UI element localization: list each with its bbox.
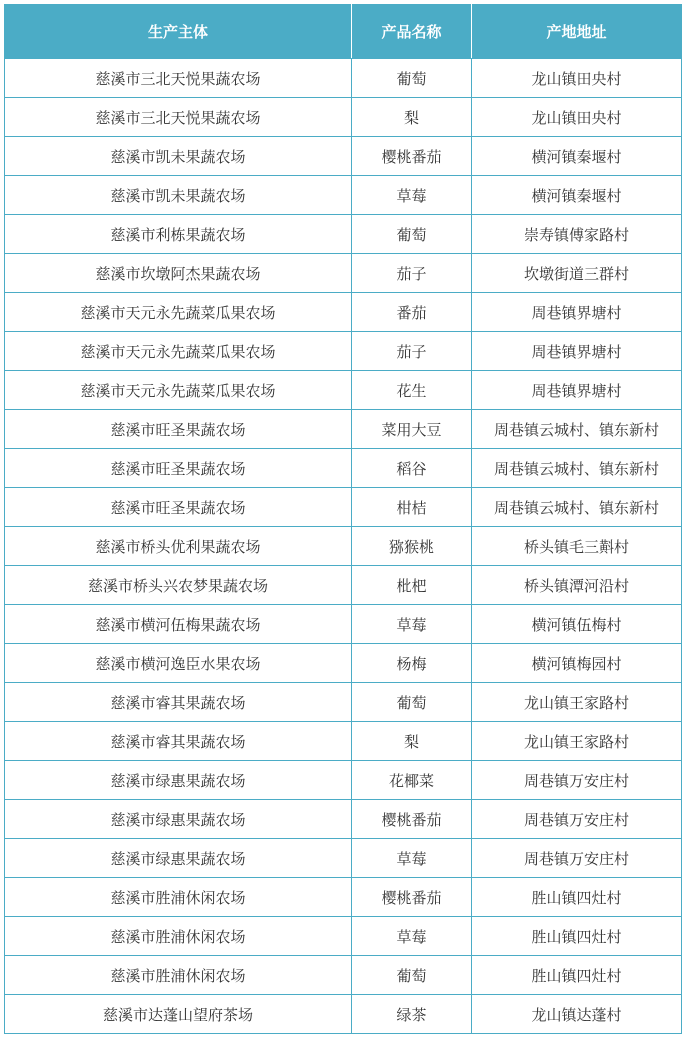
producer-cell: 慈溪市睿其果蔬农场 (5, 722, 352, 761)
table-row (5, 410, 682, 449)
producer-cell: 慈溪市胜浦休闲农场 (5, 878, 352, 917)
table-row (5, 566, 682, 605)
producer-cell: 慈溪市睿其果蔬农场 (5, 683, 352, 722)
table-row (5, 800, 682, 839)
product-cell: 草莓 (352, 917, 472, 956)
table-row (5, 605, 682, 644)
origin-cell: 横河镇秦堰村 (472, 137, 682, 176)
product-cell: 花椰菜 (352, 761, 472, 800)
origin-cell: 周巷镇界塘村 (472, 293, 682, 332)
origin-cell: 周巷镇万安庄村 (472, 761, 682, 800)
product-cell: 猕猴桃 (352, 527, 472, 566)
table-row (5, 215, 682, 254)
producer-table-container (4, 4, 681, 1034)
origin-cell: 龙山镇王家路村 (472, 722, 682, 761)
product-cell: 葡萄 (352, 956, 472, 995)
producer-cell: 慈溪市天元永先蔬菜瓜果农场 (5, 332, 352, 371)
table-row (5, 137, 682, 176)
producer-cell: 慈溪市利栋果蔬农场 (5, 215, 352, 254)
producer-cell: 慈溪市旺圣果蔬农场 (5, 410, 352, 449)
table-row (5, 254, 682, 293)
origin-cell: 周巷镇云城村、镇东新村 (472, 410, 682, 449)
table-row (5, 878, 682, 917)
product-cell: 番茄 (352, 293, 472, 332)
product-cell: 稻谷 (352, 449, 472, 488)
table-row (5, 917, 682, 956)
product-cell: 花生 (352, 371, 472, 410)
product-cell: 樱桃番茄 (352, 800, 472, 839)
producer-cell: 慈溪市旺圣果蔬农场 (5, 449, 352, 488)
product-cell: 梨 (352, 98, 472, 137)
origin-cell: 龙山镇田央村 (472, 59, 682, 98)
table-row (5, 956, 682, 995)
product-cell: 葡萄 (352, 215, 472, 254)
producer-cell: 慈溪市绿惠果蔬农场 (5, 839, 352, 878)
table-row (5, 644, 682, 683)
origin-cell: 横河镇梅园村 (472, 644, 682, 683)
origin-cell: 周巷镇界塘村 (472, 332, 682, 371)
producer-cell: 慈溪市三北天悦果蔬农场 (5, 59, 352, 98)
origin-cell: 周巷镇界塘村 (472, 371, 682, 410)
table-row (5, 995, 682, 1034)
origin-cell: 崇寿镇傅家路村 (472, 215, 682, 254)
product-cell: 草莓 (352, 176, 472, 215)
product-cell: 葡萄 (352, 59, 472, 98)
header-origin: 产地地址 (472, 5, 682, 59)
origin-cell: 龙山镇达蓬村 (472, 995, 682, 1034)
origin-cell: 坎墩街道三群村 (472, 254, 682, 293)
table-row (5, 683, 682, 722)
header-row (5, 5, 682, 59)
product-cell: 梨 (352, 722, 472, 761)
producer-cell: 慈溪市横河逸臣水果农场 (5, 644, 352, 683)
origin-cell: 桥头镇毛三斢村 (472, 527, 682, 566)
producer-cell: 慈溪市绿惠果蔬农场 (5, 761, 352, 800)
origin-cell: 周巷镇云城村、镇东新村 (472, 488, 682, 527)
producer-cell: 慈溪市桥头兴农梦果蔬农场 (5, 566, 352, 605)
producer-cell: 慈溪市天元永先蔬菜瓜果农场 (5, 293, 352, 332)
producer-cell: 慈溪市坎墩阿杰果蔬农场 (5, 254, 352, 293)
table-row (5, 332, 682, 371)
product-cell: 菜用大豆 (352, 410, 472, 449)
header-producer: 生产主体 (5, 5, 352, 59)
origin-cell: 周巷镇万安庄村 (472, 839, 682, 878)
origin-cell: 龙山镇王家路村 (472, 683, 682, 722)
product-cell: 草莓 (352, 605, 472, 644)
origin-cell: 周巷镇万安庄村 (472, 800, 682, 839)
origin-cell: 龙山镇田央村 (472, 98, 682, 137)
table-row (5, 59, 682, 98)
origin-cell: 胜山镇四灶村 (472, 956, 682, 995)
table-row (5, 488, 682, 527)
table-row (5, 839, 682, 878)
product-cell: 樱桃番茄 (352, 878, 472, 917)
table-row (5, 761, 682, 800)
product-cell: 杨梅 (352, 644, 472, 683)
table-body (5, 59, 682, 1034)
origin-cell: 桥头镇潭河沿村 (472, 566, 682, 605)
producer-cell: 慈溪市桥头优利果蔬农场 (5, 527, 352, 566)
table-row (5, 527, 682, 566)
product-cell: 茄子 (352, 254, 472, 293)
producer-cell: 慈溪市凯未果蔬农场 (5, 137, 352, 176)
product-cell: 樱桃番茄 (352, 137, 472, 176)
producer-cell: 慈溪市旺圣果蔬农场 (5, 488, 352, 527)
origin-cell: 胜山镇四灶村 (472, 878, 682, 917)
producer-cell: 慈溪市三北天悦果蔬农场 (5, 98, 352, 137)
product-cell: 葡萄 (352, 683, 472, 722)
table-header (5, 5, 682, 59)
table-row (5, 722, 682, 761)
producer-cell: 慈溪市横河伍梅果蔬农场 (5, 605, 352, 644)
table-row (5, 293, 682, 332)
header-product: 产品名称 (352, 5, 472, 59)
product-cell: 柑桔 (352, 488, 472, 527)
producer-table (4, 4, 682, 1034)
producer-cell: 慈溪市胜浦休闲农场 (5, 917, 352, 956)
product-cell: 枇杷 (352, 566, 472, 605)
table-row (5, 98, 682, 137)
product-cell: 茄子 (352, 332, 472, 371)
origin-cell: 胜山镇四灶村 (472, 917, 682, 956)
origin-cell: 横河镇秦堰村 (472, 176, 682, 215)
table-row (5, 371, 682, 410)
table-row (5, 176, 682, 215)
producer-cell: 慈溪市胜浦休闲农场 (5, 956, 352, 995)
product-cell: 草莓 (352, 839, 472, 878)
producer-cell: 慈溪市天元永先蔬菜瓜果农场 (5, 371, 352, 410)
origin-cell: 周巷镇云城村、镇东新村 (472, 449, 682, 488)
origin-cell: 横河镇伍梅村 (472, 605, 682, 644)
producer-cell: 慈溪市达蓬山望府茶场 (5, 995, 352, 1034)
product-cell: 绿茶 (352, 995, 472, 1034)
table-row (5, 449, 682, 488)
producer-cell: 慈溪市绿惠果蔬农场 (5, 800, 352, 839)
producer-cell: 慈溪市凯未果蔬农场 (5, 176, 352, 215)
